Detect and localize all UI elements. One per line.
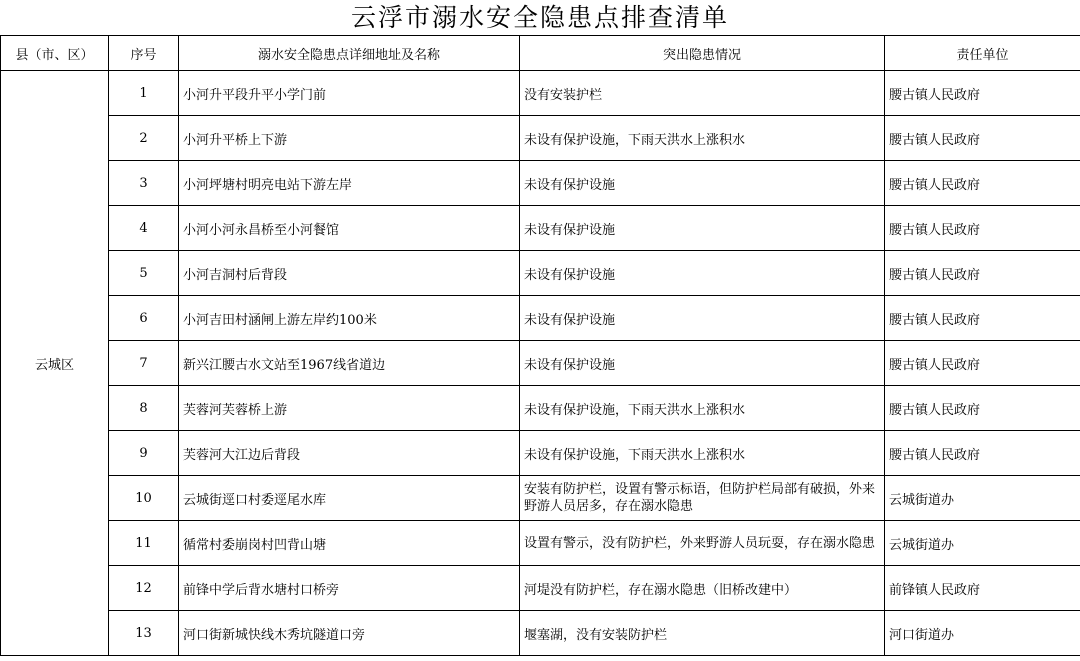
- row-hazard: 未设有保护设施，下雨天洪水上涨积水: [520, 386, 885, 431]
- row-unit: 云城街道办: [885, 476, 1080, 521]
- table-row: [1, 161, 1080, 206]
- row-address: 小河升平桥上下游: [179, 116, 520, 161]
- row-unit: 腰古镇人民政府: [885, 71, 1080, 116]
- row-address: 小河吉洞村后背段: [179, 251, 520, 296]
- row-address: 循常村委崩岗村凹背山塘: [179, 521, 520, 566]
- row-unit: 腰古镇人民政府: [885, 116, 1080, 161]
- row-address: 小河小河永昌桥至小河餐馆: [179, 206, 520, 251]
- table-row: [1, 566, 1080, 611]
- row-unit: 河口街道办: [885, 611, 1080, 656]
- page-title: 云浮市溺水安全隐患点排查清单: [350, 3, 729, 32]
- row-unit: 前锋镇人民政府: [885, 566, 1080, 611]
- row-hazard: 没有安装护栏: [520, 71, 885, 116]
- row-number: 10: [109, 476, 179, 521]
- row-number: 12: [109, 566, 179, 611]
- table-row: [1, 611, 1080, 656]
- row-address: 芙蓉河大江边后背段: [179, 431, 520, 476]
- header-county: 县（市、区）: [1, 36, 109, 71]
- table-row: [1, 116, 1080, 161]
- table-row: [1, 296, 1080, 341]
- row-hazard: 设置有警示，没有防护栏，外来野游人员玩耍，存在溺水隐患: [520, 521, 885, 566]
- row-address: 芙蓉河芙蓉桥上游: [179, 386, 520, 431]
- header-address: 溺水安全隐患点详细地址及名称: [179, 36, 520, 71]
- row-address: 小河升平段升平小学门前: [179, 71, 520, 116]
- row-unit: 腰古镇人民政府: [885, 341, 1080, 386]
- table-row: [1, 521, 1080, 566]
- row-number: 11: [109, 521, 179, 566]
- table-header-row: [1, 36, 1080, 71]
- row-unit: 腰古镇人民政府: [885, 161, 1080, 206]
- row-number: 8: [109, 386, 179, 431]
- row-hazard: 未设有保护设施: [520, 206, 885, 251]
- row-unit: 腰古镇人民政府: [885, 431, 1080, 476]
- row-number: 7: [109, 341, 179, 386]
- table-row: [1, 386, 1080, 431]
- table-row: [1, 206, 1080, 251]
- row-hazard: 未设有保护设施: [520, 251, 885, 296]
- row-address: 云城街逕口村委逕尾水库: [179, 476, 520, 521]
- row-hazard: 未设有保护设施: [520, 341, 885, 386]
- row-hazard: 河堤没有防护栏，存在溺水隐患（旧桥改建中）: [520, 566, 885, 611]
- row-number: 9: [109, 431, 179, 476]
- row-number: 3: [109, 161, 179, 206]
- row-number: 1: [109, 71, 179, 116]
- row-hazard: 未设有保护设施: [520, 296, 885, 341]
- row-address: 小河吉田村涵闸上游左岸约100米: [179, 296, 520, 341]
- row-hazard: 未设有保护设施: [520, 161, 885, 206]
- row-number: 2: [109, 116, 179, 161]
- table-row: [1, 251, 1080, 296]
- row-unit: 腰古镇人民政府: [885, 386, 1080, 431]
- row-address: 河口街新城快线木秀坑隧道口旁: [179, 611, 520, 656]
- row-address: 新兴江腰古水文站至1967线省道边: [179, 341, 520, 386]
- row-number: 13: [109, 611, 179, 656]
- row-unit: 腰古镇人民政府: [885, 206, 1080, 251]
- row-number: 6: [109, 296, 179, 341]
- row-number: 5: [109, 251, 179, 296]
- county-cell: 云城区: [1, 71, 109, 656]
- row-unit: 腰古镇人民政府: [885, 251, 1080, 296]
- table-row: [1, 431, 1080, 476]
- row-address: 前锋中学后背水塘村口桥旁: [179, 566, 520, 611]
- row-hazard: 未设有保护设施，下雨天洪水上涨积水: [520, 116, 885, 161]
- header-hazard: 突出隐患情况: [520, 36, 885, 71]
- table-row: [1, 71, 1080, 116]
- table-row: [1, 476, 1080, 521]
- row-number: 4: [109, 206, 179, 251]
- row-address: 小河坪塘村明亮电站下游左岸: [179, 161, 520, 206]
- row-hazard: 未设有保护设施，下雨天洪水上涨积水: [520, 431, 885, 476]
- row-hazard: 安装有防护栏，设置有警示标语，但防护栏局部有破损，外来野游人员居多，存在溺水隐患: [520, 476, 885, 521]
- row-hazard: 堰塞湖，没有安装防护栏: [520, 611, 885, 656]
- hazard-table: [0, 35, 1080, 656]
- table-row: [1, 341, 1080, 386]
- header-unit: 责任单位: [885, 36, 1080, 71]
- row-unit: 云城街道办: [885, 521, 1080, 566]
- row-unit: 腰古镇人民政府: [885, 296, 1080, 341]
- header-number: 序号: [109, 36, 179, 71]
